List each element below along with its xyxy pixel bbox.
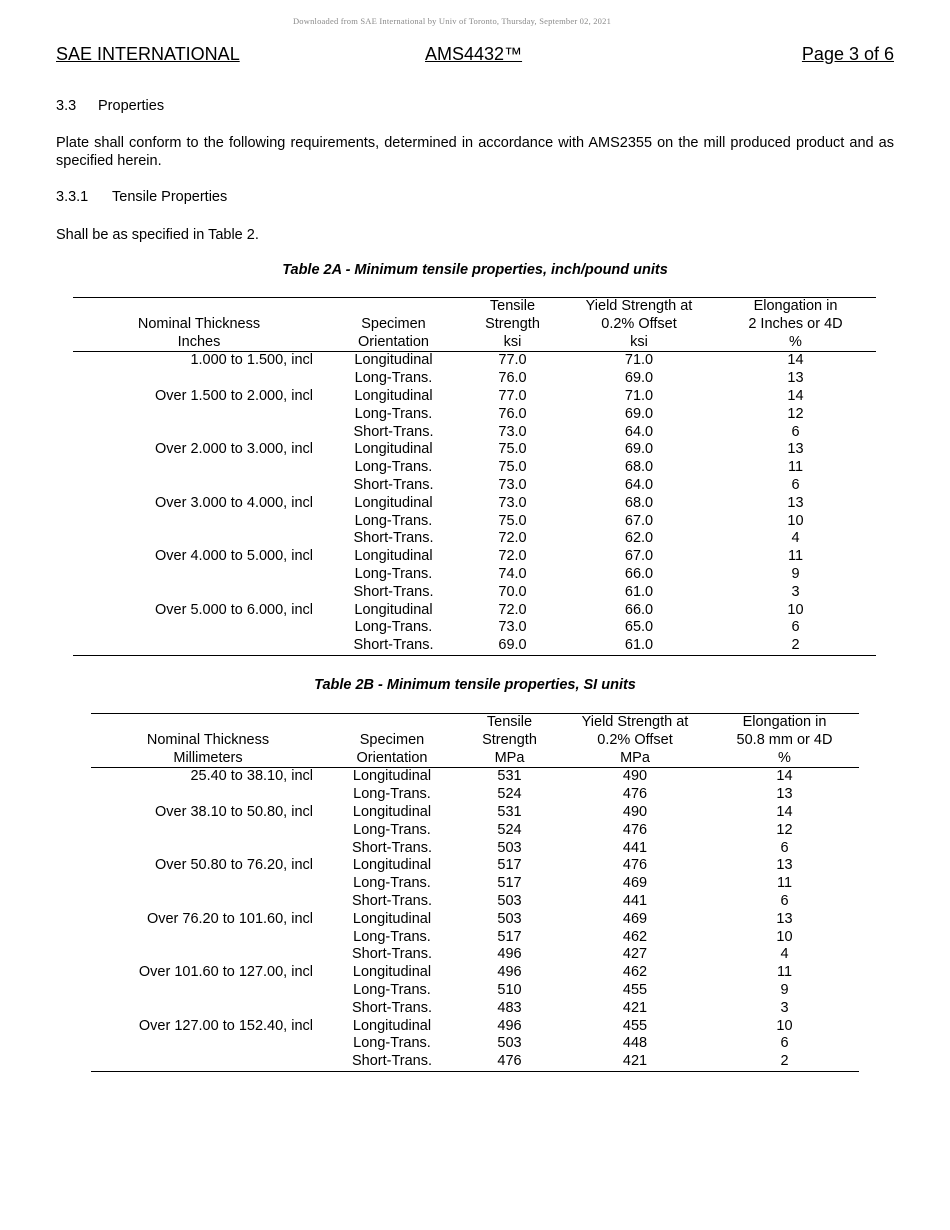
table-2b (91, 713, 859, 1072)
cell-specimen-orientation: Long-Trans. (354, 405, 433, 422)
table-row (91, 1053, 859, 1071)
table-row (73, 619, 876, 637)
cell-nominal-thickness (73, 566, 325, 584)
column-header-elongation: 2 Inches or 4D (748, 315, 843, 332)
cell-specimen-orientation: Long-Trans. (353, 821, 431, 838)
column-header-elongation: Elongation in (710, 714, 859, 732)
cell-tensile-strength: 517 (497, 857, 522, 874)
table-row (91, 857, 859, 875)
cell-yield-strength: 62.0 (624, 530, 654, 547)
table-2a (73, 297, 876, 656)
cell-elongation: 6 (791, 476, 800, 493)
cell-yield-strength: 490 (622, 803, 648, 820)
cell-yield-strength: 65.0 (624, 619, 654, 636)
cell-yield-strength: 441 (622, 839, 648, 856)
cell-nominal-thickness (91, 822, 325, 840)
cell-specimen-orientation: Longitudinal (352, 910, 432, 927)
column-header-nominal-thickness (73, 298, 325, 316)
column-header-yield-strength: Yield Strength at (563, 298, 715, 316)
cell-yield-strength: 476 (622, 857, 648, 874)
column-header-nominal-thickness: Inches (73, 334, 325, 352)
cell-nominal-thickness: 25.40 to 38.10, incl (190, 768, 313, 785)
cell-tensile-strength: 524 (497, 786, 522, 803)
cell-tensile-strength: 517 (497, 928, 522, 945)
section-3-3-1-heading (56, 189, 227, 205)
cell-tensile-strength: 503 (497, 1035, 522, 1052)
cell-elongation: 13 (787, 370, 804, 387)
section-3-3-paragraph: Plate shall conform to the following requirements, determined in accordance with AMS2355 on the mill produced product and as specified herein. (56, 135, 894, 169)
table-row (73, 388, 876, 406)
table-row (73, 548, 876, 566)
cell-specimen-orientation: Short-Trans. (353, 476, 434, 493)
column-header-specimen-orientation: Orientation (325, 750, 459, 768)
cell-nominal-thickness: Over 50.80 to 76.20, incl (155, 857, 313, 874)
cell-specimen-orientation: Long-Trans. (353, 875, 431, 892)
cell-yield-strength: 441 (622, 892, 648, 909)
table-row (91, 804, 859, 822)
cell-nominal-thickness (73, 637, 325, 655)
cell-specimen-orientation: Longitudinal (352, 1017, 432, 1034)
section-3-3-heading (56, 98, 164, 114)
cell-yield-strength: 421 (560, 1053, 710, 1071)
cell-nominal-thickness: Over 3.000 to 4.000, incl (155, 494, 313, 511)
column-header-specimen-orientation: Orientation (325, 334, 462, 352)
cell-specimen-orientation: Longitudinal (352, 768, 432, 785)
cell-nominal-thickness (91, 1035, 325, 1053)
cell-yield-strength: 68.0 (624, 494, 654, 511)
cell-tensile-strength: 74.0 (498, 565, 527, 582)
cell-tensile-strength: 503 (497, 892, 522, 909)
table-row (91, 1018, 859, 1036)
cell-specimen-orientation: Short-Trans. (353, 583, 434, 600)
section-3-3-1-paragraph: Shall be as specified in Table 2. (56, 227, 259, 243)
column-header-yield-strength: MPa (560, 750, 710, 768)
cell-elongation: 11 (776, 875, 793, 892)
table-header-row (73, 334, 876, 352)
table-row (73, 602, 876, 620)
cell-tensile-strength: 73.0 (498, 476, 527, 493)
cell-elongation: 12 (787, 405, 804, 422)
cell-yield-strength: 490 (622, 768, 648, 785)
column-header-elongation: % (715, 334, 876, 352)
column-header-tensile-strength: Tensile (459, 714, 560, 732)
section-title: Tensile Properties (112, 189, 228, 205)
cell-tensile-strength: 72.0 (498, 601, 527, 618)
cell-tensile-strength: 72.0 (498, 548, 527, 565)
cell-specimen-orientation: Long-Trans. (354, 512, 433, 529)
cell-yield-strength: 67.0 (624, 548, 654, 565)
cell-specimen-orientation: Short-Trans. (351, 999, 433, 1016)
cell-yield-strength: 61.0 (624, 583, 654, 600)
cell-nominal-thickness (91, 786, 325, 804)
cell-elongation: 2 (715, 637, 876, 655)
column-header-specimen-orientation: Specimen (361, 315, 426, 332)
cell-tensile-strength: 476 (459, 1053, 560, 1071)
table-row (73, 530, 876, 548)
table-row (73, 513, 876, 531)
cell-tensile-strength: 496 (497, 964, 522, 981)
cell-nominal-thickness (91, 929, 325, 947)
column-header-tensile-strength: ksi (462, 334, 563, 352)
cell-elongation: 4 (780, 946, 789, 963)
cell-nominal-thickness (91, 982, 325, 1000)
cell-tensile-strength: 496 (497, 1017, 522, 1034)
cell-nominal-thickness: Over 38.10 to 50.80, incl (155, 803, 313, 820)
cell-specimen-orientation: Short-Trans. (325, 637, 462, 655)
column-header-elongation: 50.8 mm or 4D (736, 731, 833, 748)
cell-nominal-thickness (91, 893, 325, 911)
table-row (91, 822, 859, 840)
cell-nominal-thickness (73, 459, 325, 477)
header-page-number: Page 3 of 6 (801, 44, 894, 64)
cell-tensile-strength: 510 (497, 981, 522, 998)
cell-yield-strength: 427 (622, 946, 648, 963)
column-header-tensile-strength: Strength (485, 315, 540, 332)
cell-yield-strength: 69.0 (624, 370, 654, 387)
column-header-nominal-thickness: Nominal Thickness (146, 731, 270, 748)
cell-elongation: 10 (787, 601, 804, 618)
cell-specimen-orientation: Longitudinal (354, 601, 433, 618)
table-row (91, 1035, 859, 1053)
cell-elongation: 9 (791, 565, 800, 582)
column-header-tensile-strength: Tensile (462, 298, 563, 316)
cell-elongation: 6 (780, 892, 789, 909)
cell-yield-strength: 421 (622, 999, 648, 1016)
cell-yield-strength: 66.0 (624, 601, 654, 618)
table-row (73, 584, 876, 602)
column-header-elongation: Elongation in (715, 298, 876, 316)
cell-tensile-strength: 73.0 (498, 423, 527, 440)
section-number: 3.3 (56, 98, 77, 114)
table-row (91, 840, 859, 858)
cell-yield-strength: 69.0 (624, 441, 654, 458)
cell-nominal-thickness (91, 840, 325, 858)
column-header-yield-strength: 0.2% Offset (597, 731, 673, 748)
cell-specimen-orientation: Long-Trans. (353, 981, 431, 998)
table-header-row (73, 298, 876, 316)
column-header-specimen-orientation (325, 298, 462, 316)
cell-nominal-thickness: 1.000 to 1.500, incl (190, 352, 313, 369)
cell-elongation: 11 (776, 964, 793, 981)
cell-nominal-thickness: Over 76.20 to 101.60, incl (146, 910, 313, 927)
table-header-row (91, 714, 859, 732)
cell-tensile-strength: 496 (497, 946, 522, 963)
cell-specimen-orientation: Longitudinal (354, 548, 433, 565)
table-row (73, 459, 876, 477)
table-row (91, 929, 859, 947)
table-row (73, 406, 876, 424)
cell-elongation: 13 (776, 910, 793, 927)
table-row (73, 477, 876, 495)
cell-nominal-thickness (91, 875, 325, 893)
cell-tensile-strength: 524 (497, 821, 522, 838)
cell-yield-strength: 448 (622, 1035, 648, 1052)
column-header-yield-strength: ksi (563, 334, 715, 352)
cell-specimen-orientation: Long-Trans. (353, 786, 431, 803)
cell-nominal-thickness (73, 513, 325, 531)
cell-elongation: 6 (780, 839, 789, 856)
table-row (91, 1000, 859, 1018)
cell-specimen-orientation: Longitudinal (352, 803, 432, 820)
cell-elongation: 14 (787, 387, 804, 404)
cell-yield-strength: 67.0 (624, 512, 654, 529)
cell-elongation: 13 (787, 494, 804, 511)
cell-nominal-thickness (91, 1000, 325, 1018)
column-header-nominal-thickness: Nominal Thickness (137, 315, 261, 332)
cell-specimen-orientation: Short-Trans. (351, 839, 433, 856)
cell-nominal-thickness: Over 1.500 to 2.000, incl (155, 387, 313, 404)
cell-tensile-strength: 73.0 (498, 619, 527, 636)
column-header-yield-strength: 0.2% Offset (601, 315, 677, 332)
table-row (91, 768, 859, 786)
cell-tensile-strength: 531 (497, 768, 522, 785)
column-header-yield-strength: Yield Strength at (560, 714, 710, 732)
cell-specimen-orientation: Long-Trans. (354, 370, 433, 387)
cell-tensile-strength: 503 (497, 839, 522, 856)
table-row (73, 370, 876, 388)
cell-elongation: 10 (787, 512, 804, 529)
cell-tensile-strength: 77.0 (498, 387, 527, 404)
cell-tensile-strength: 75.0 (498, 512, 527, 529)
cell-nominal-thickness (73, 619, 325, 637)
cell-elongation: 9 (780, 981, 789, 998)
cell-yield-strength: 71.0 (624, 387, 654, 404)
cell-yield-strength: 462 (622, 964, 648, 981)
table-header-row (91, 750, 859, 768)
cell-yield-strength: 476 (622, 786, 648, 803)
cell-tensile-strength: 73.0 (498, 494, 527, 511)
section-number: 3.3.1 (56, 189, 89, 205)
cell-yield-strength: 68.0 (624, 459, 654, 476)
table-header-row (91, 732, 859, 750)
cell-elongation: 4 (791, 530, 800, 547)
table-row (91, 786, 859, 804)
cell-tensile-strength: 483 (497, 999, 522, 1016)
cell-specimen-orientation: Short-Trans. (353, 423, 434, 440)
table-row (73, 352, 876, 370)
column-header-elongation: % (710, 750, 859, 768)
cell-specimen-orientation: Long-Trans. (354, 565, 433, 582)
cell-elongation: 11 (787, 459, 804, 476)
cell-nominal-thickness (73, 584, 325, 602)
cell-specimen-orientation: Long-Trans. (353, 928, 431, 945)
cell-elongation: 10 (776, 1017, 793, 1034)
cell-nominal-thickness: Over 101.60 to 127.00, incl (138, 964, 313, 981)
cell-nominal-thickness (73, 530, 325, 548)
cell-tensile-strength: 70.0 (498, 583, 527, 600)
cell-tensile-strength: 77.0 (498, 352, 527, 369)
table-header-row (73, 316, 876, 334)
download-watermark: Downloaded from SAE International by Univ of Toronto, Thursday, September 02, 2021 (292, 16, 612, 26)
cell-tensile-strength: 503 (497, 910, 522, 927)
cell-tensile-strength: 69.0 (462, 637, 563, 655)
cell-specimen-orientation: Short-Trans. (351, 892, 433, 909)
cell-elongation: 14 (776, 803, 793, 820)
table-row (91, 982, 859, 1000)
cell-elongation: 6 (780, 1035, 789, 1052)
cell-yield-strength: 476 (622, 821, 648, 838)
cell-elongation: 13 (787, 441, 804, 458)
table-row (73, 566, 876, 584)
table-row (73, 441, 876, 459)
cell-elongation: 11 (787, 548, 804, 565)
cell-specimen-orientation: Longitudinal (352, 857, 432, 874)
cell-nominal-thickness: Over 2.000 to 3.000, incl (155, 441, 313, 458)
cell-tensile-strength: 75.0 (498, 459, 527, 476)
cell-elongation: 14 (787, 352, 804, 369)
cell-nominal-thickness (91, 946, 325, 964)
cell-yield-strength: 64.0 (624, 423, 654, 440)
cell-yield-strength: 64.0 (624, 476, 654, 493)
cell-elongation: 13 (776, 786, 793, 803)
cell-specimen-orientation: Longitudinal (354, 352, 433, 369)
cell-nominal-thickness (91, 1053, 325, 1071)
cell-nominal-thickness (73, 477, 325, 495)
cell-specimen-orientation: Short-Trans. (325, 1053, 459, 1071)
column-header-nominal-thickness: Millimeters (91, 750, 325, 768)
cell-specimen-orientation: Longitudinal (354, 387, 433, 404)
cell-tensile-strength: 72.0 (498, 530, 527, 547)
cell-yield-strength: 61.0 (563, 637, 715, 655)
cell-elongation: 13 (776, 857, 793, 874)
table-row (91, 893, 859, 911)
cell-yield-strength: 455 (622, 1017, 648, 1034)
cell-nominal-thickness (73, 370, 325, 388)
cell-yield-strength: 69.0 (624, 405, 654, 422)
cell-nominal-thickness (73, 406, 325, 424)
cell-specimen-orientation: Long-Trans. (353, 1035, 431, 1052)
cell-specimen-orientation: Long-Trans. (354, 619, 433, 636)
cell-yield-strength: 66.0 (624, 565, 654, 582)
cell-specimen-orientation: Longitudinal (354, 441, 433, 458)
table-row (73, 495, 876, 513)
cell-tensile-strength: 75.0 (498, 441, 527, 458)
cell-elongation: 6 (791, 619, 800, 636)
cell-nominal-thickness: Over 4.000 to 5.000, incl (155, 548, 313, 565)
cell-specimen-orientation: Short-Trans. (353, 530, 434, 547)
header-organization: SAE INTERNATIONAL (56, 44, 240, 64)
cell-tensile-strength: 531 (497, 803, 522, 820)
cell-elongation: 6 (791, 423, 800, 440)
table-row (91, 964, 859, 982)
table-2a-caption: Table 2A - Minimum tensile properties, inch/pound units (282, 262, 668, 278)
cell-specimen-orientation: Longitudinal (354, 494, 433, 511)
cell-elongation: 10 (776, 928, 793, 945)
cell-nominal-thickness: Over 127.00 to 152.40, incl (138, 1017, 313, 1034)
cell-yield-strength: 71.0 (624, 352, 654, 369)
cell-yield-strength: 469 (622, 875, 648, 892)
cell-elongation: 3 (780, 999, 789, 1016)
column-header-tensile-strength: Strength (482, 731, 537, 748)
cell-tensile-strength: 76.0 (498, 405, 527, 422)
table-row (73, 637, 876, 655)
cell-specimen-orientation: Short-Trans. (351, 946, 433, 963)
cell-specimen-orientation: Long-Trans. (354, 459, 433, 476)
section-title: Properties (98, 98, 165, 114)
table-row (91, 946, 859, 964)
column-header-nominal-thickness (91, 714, 325, 732)
column-header-specimen-orientation (325, 714, 459, 732)
cell-specimen-orientation: Longitudinal (352, 964, 432, 981)
column-header-specimen-orientation: Specimen (359, 731, 425, 748)
cell-tensile-strength: 517 (497, 875, 522, 892)
cell-nominal-thickness: Over 5.000 to 6.000, incl (155, 601, 313, 618)
cell-yield-strength: 455 (622, 981, 648, 998)
column-header-tensile-strength: MPa (459, 750, 560, 768)
table-2b-caption: Table 2B - Minimum tensile properties, SI units (314, 677, 636, 693)
cell-yield-strength: 462 (622, 928, 648, 945)
cell-elongation: 12 (776, 821, 793, 838)
cell-nominal-thickness (73, 424, 325, 442)
cell-yield-strength: 469 (622, 910, 648, 927)
cell-elongation: 3 (791, 583, 800, 600)
cell-elongation: 14 (776, 768, 793, 785)
cell-elongation: 2 (710, 1053, 859, 1071)
cell-tensile-strength: 76.0 (498, 370, 527, 387)
table-row (73, 424, 876, 442)
table-row (91, 875, 859, 893)
table-row (91, 911, 859, 929)
header-document-number: AMS4432™ (425, 44, 523, 64)
